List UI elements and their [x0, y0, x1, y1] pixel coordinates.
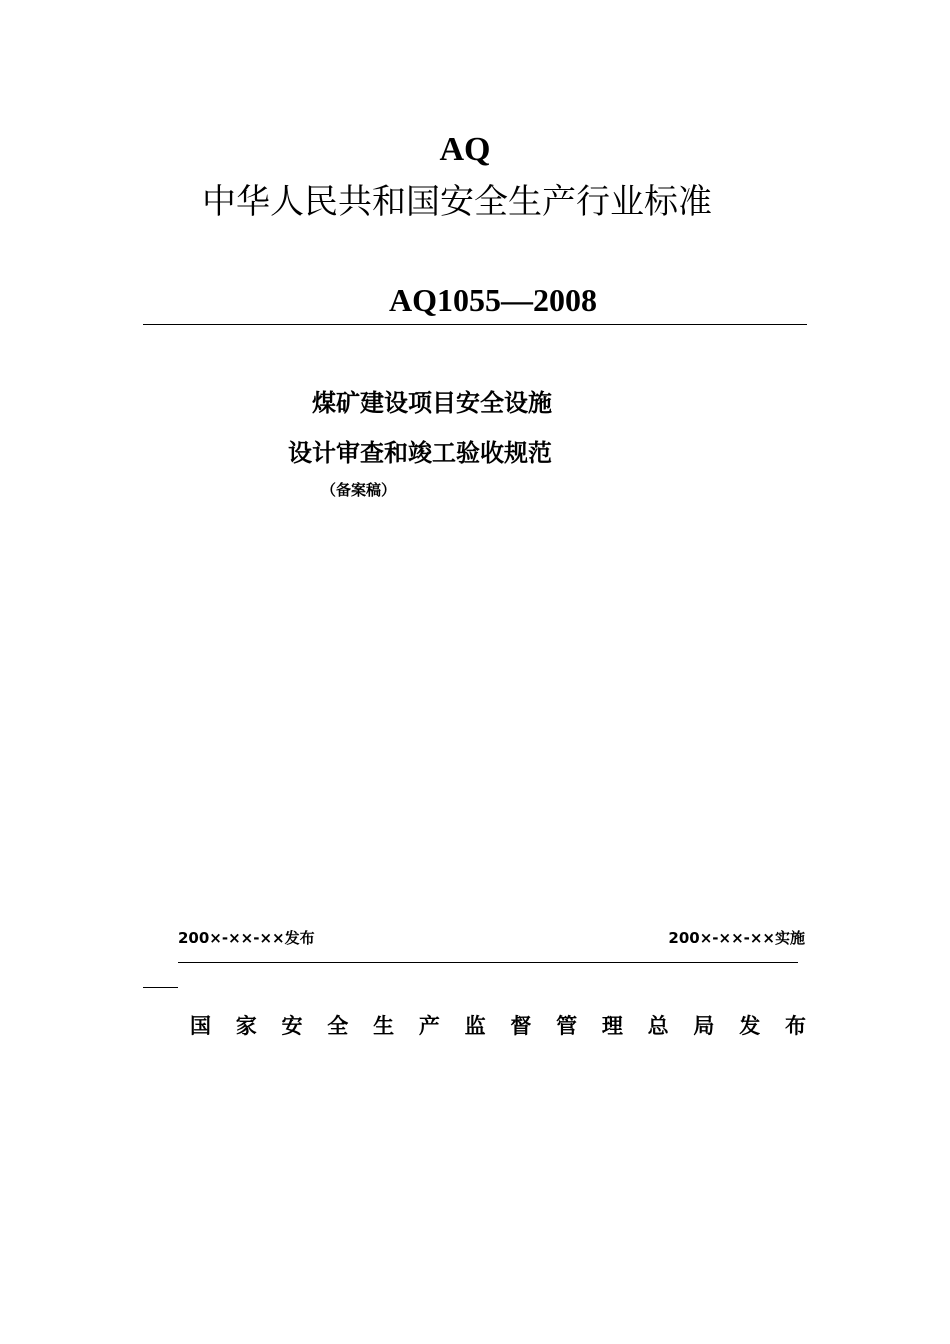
issuer-char: 发 [739, 1014, 761, 1038]
issuer-char: 国 [190, 1014, 211, 1038]
document-title-line-1: 煤矿建设项目安全设施 [312, 389, 552, 417]
issuer-char: 全 [327, 1014, 349, 1038]
footer-divider [178, 962, 798, 963]
issuer-char: 安 [281, 1014, 303, 1038]
footer-divider-tail [143, 987, 178, 988]
effective-date: 200×-××-××实施 [668, 929, 805, 947]
standard-number: AQ1055—2008 [389, 282, 597, 318]
issuer-char: 理 [601, 1014, 623, 1038]
standard-category-title: 中华人民共和国安全生产行业标准 [202, 182, 712, 222]
issuer-char: 管 [556, 1014, 578, 1038]
issuer-char: 督 [510, 1014, 532, 1038]
issuer-char: 产 [418, 1014, 440, 1038]
standard-code: AQ [439, 131, 491, 168]
header-divider [143, 324, 807, 325]
issuer-char: 总 [647, 1014, 669, 1038]
issuer-char: 局 [693, 1014, 715, 1038]
draft-status-note: （备案稿） [321, 481, 397, 499]
issuing-authority [190, 1012, 806, 1040]
issuer-char: 家 [235, 1014, 257, 1038]
publish-date: 200×-××-××发布 [178, 929, 315, 947]
document-title-line-2: 设计审查和竣工验收规范 [288, 439, 552, 467]
issuer-char: 监 [464, 1014, 486, 1038]
issuer-char: 生 [373, 1014, 395, 1038]
issuer-char: 布 [784, 1014, 806, 1038]
